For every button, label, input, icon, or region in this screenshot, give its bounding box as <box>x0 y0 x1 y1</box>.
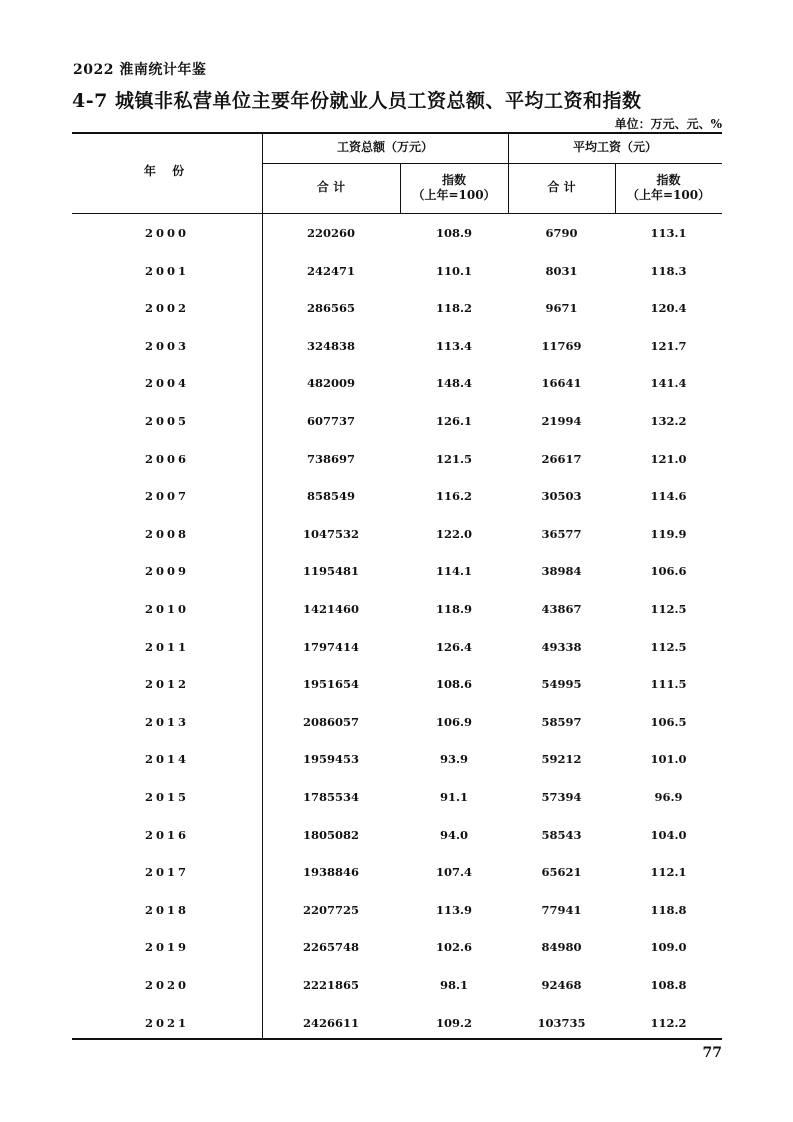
cell-avg-wage: 58543 <box>541 827 582 842</box>
cell-total-index: 113.4 <box>435 338 472 353</box>
cell-avg-index: 141.4 <box>650 376 687 391</box>
cell-total-wage: 1797414 <box>302 639 359 654</box>
cell-avg-wage: 36577 <box>541 526 582 541</box>
cell-total-wage: 607737 <box>306 414 355 428</box>
cell-total-wage: 324838 <box>306 338 355 353</box>
table-row <box>72 975 722 995</box>
cell-total-wage: 1938846 <box>302 865 359 880</box>
cell-year: 2006 <box>144 451 189 466</box>
table-row <box>72 749 722 769</box>
cell-avg-wage: 49338 <box>541 639 582 654</box>
cell-total-wage: 2207725 <box>302 902 359 917</box>
cell-total-index: 106.9 <box>435 714 472 729</box>
cell-avg-index: 121.7 <box>650 338 687 353</box>
cell-avg-index: 113.1 <box>650 226 687 240</box>
cell-avg-index: 120.4 <box>650 301 687 316</box>
cell-total-index: 148.4 <box>435 376 472 391</box>
header-avg-index <box>615 173 722 203</box>
cell-total-wage: 2426611 <box>302 1015 359 1030</box>
cell-year: 2005 <box>144 414 189 428</box>
table-row <box>72 261 722 281</box>
table-row <box>72 449 722 469</box>
cell-avg-wage: 38984 <box>541 564 582 579</box>
cell-avg-index: 108.8 <box>650 978 687 992</box>
cell-avg-index: 118.8 <box>650 902 687 917</box>
header-total-sum: 合 计 <box>316 180 346 194</box>
cell-year: 2002 <box>144 301 189 316</box>
table-row <box>72 599 722 619</box>
cell-avg-index: 111.5 <box>650 677 687 692</box>
table-row <box>72 900 722 920</box>
cell-avg-index: 118.3 <box>650 263 687 278</box>
top-rule <box>72 132 722 134</box>
header-year: 年 份 <box>143 164 191 178</box>
cell-total-wage: 482009 <box>306 376 355 391</box>
cell-year: 2010 <box>144 602 189 616</box>
cell-total-wage: 1195481 <box>302 564 359 579</box>
cell-total-wage: 1421460 <box>302 602 359 616</box>
cell-avg-wage: 59212 <box>541 752 582 767</box>
cell-total-index: 122.0 <box>435 526 472 541</box>
cell-total-wage: 2265748 <box>302 940 359 955</box>
cell-year: 2012 <box>144 677 189 692</box>
cell-total-wage: 1047532 <box>302 526 359 541</box>
cell-avg-wage: 92468 <box>541 978 582 992</box>
page-number: 77 <box>702 1045 722 1061</box>
bottom-rule <box>72 1038 722 1040</box>
cell-total-index: 113.9 <box>435 902 472 917</box>
table-row <box>72 561 722 581</box>
cell-year: 2007 <box>144 489 189 504</box>
cell-total-wage: 2221865 <box>302 978 359 992</box>
header-total-index <box>400 173 508 203</box>
table-row <box>72 524 722 544</box>
header-index-base: （上年=100） <box>412 188 496 202</box>
cell-avg-wage: 58597 <box>541 714 582 729</box>
cell-year: 2021 <box>144 1015 189 1030</box>
table-row <box>72 336 722 356</box>
header-avg-wage: 平均工资（元） <box>572 140 657 154</box>
table-row <box>72 674 722 694</box>
cell-avg-wage: 103735 <box>537 1015 586 1030</box>
header-index-base: （上年=100） <box>626 188 711 202</box>
cell-total-wage: 220260 <box>306 226 355 240</box>
cell-total-index: 93.9 <box>439 752 468 767</box>
cell-avg-index: 101.0 <box>650 752 687 767</box>
cell-avg-index: 114.6 <box>650 489 687 504</box>
cell-total-index: 98.1 <box>439 978 468 992</box>
cell-avg-wage: 11769 <box>541 338 582 353</box>
cell-total-index: 126.1 <box>435 414 472 428</box>
cell-total-wage: 1785534 <box>302 790 359 804</box>
cell-avg-index: 106.6 <box>650 564 687 579</box>
cell-avg-wage: 21994 <box>541 414 582 428</box>
cell-avg-index: 109.0 <box>650 940 687 955</box>
cell-year: 2003 <box>144 338 189 353</box>
cell-total-wage: 1959453 <box>302 752 359 767</box>
cell-year: 2004 <box>144 376 189 391</box>
cell-total-wage: 858549 <box>306 489 355 504</box>
cell-total-index: 108.9 <box>435 226 472 240</box>
table-row <box>72 937 722 957</box>
cell-avg-index: 96.9 <box>654 790 683 804</box>
cell-total-index: 109.2 <box>435 1015 472 1030</box>
header-total-wage: 工资总额（万元） <box>336 140 433 154</box>
cell-year: 2018 <box>144 902 189 917</box>
table-title: 4-7 城镇非私营单位主要年份就业人员工资总额、平均工资和指数 <box>72 90 642 112</box>
cell-avg-index: 132.2 <box>650 414 687 428</box>
cell-total-index: 121.5 <box>435 451 472 466</box>
cell-year: 2013 <box>144 714 189 729</box>
cell-total-wage: 1951654 <box>302 677 359 692</box>
cell-avg-wage: 57394 <box>541 790 582 804</box>
table-row <box>72 825 722 845</box>
cell-avg-index: 112.5 <box>650 639 687 654</box>
cell-avg-wage: 9671 <box>545 301 578 316</box>
cell-year: 2017 <box>144 865 189 880</box>
table-row <box>72 373 722 393</box>
cell-total-index: 91.1 <box>439 790 468 804</box>
cell-avg-index: 112.1 <box>650 865 687 880</box>
cell-avg-index: 121.0 <box>650 451 687 466</box>
table-row <box>72 298 722 318</box>
cell-total-index: 118.9 <box>435 602 472 616</box>
cell-year: 2009 <box>144 564 189 579</box>
header-index-label: 指数 <box>441 173 466 187</box>
table-row <box>72 223 722 243</box>
cell-year: 2020 <box>144 978 189 992</box>
cell-avg-index: 119.9 <box>650 526 687 541</box>
cell-year: 2016 <box>144 827 189 842</box>
cell-total-wage: 242471 <box>306 263 355 278</box>
header-avg-sum: 合 计 <box>547 180 576 194</box>
cell-total-index: 94.0 <box>439 827 468 842</box>
cell-year: 2015 <box>144 790 189 804</box>
cell-total-index: 118.2 <box>435 301 472 316</box>
cell-avg-wage: 6790 <box>545 226 578 240</box>
cell-total-wage: 2086057 <box>302 714 359 729</box>
cell-year: 2008 <box>144 526 189 541</box>
cell-total-index: 107.4 <box>435 865 472 880</box>
cell-avg-wage: 30503 <box>541 489 582 504</box>
table-row <box>72 1013 722 1033</box>
table-row <box>72 712 722 732</box>
header-index-label: 指数 <box>656 173 681 187</box>
cell-avg-wage: 77941 <box>541 902 582 917</box>
cell-total-wage: 1805082 <box>302 827 359 842</box>
header-bottom-rule <box>72 213 722 214</box>
cell-avg-wage: 8031 <box>545 263 578 278</box>
cell-total-wage: 738697 <box>306 451 355 466</box>
cell-avg-index: 106.5 <box>650 714 687 729</box>
unit-note: 单位：万元、元、% <box>614 117 722 131</box>
cell-year: 2019 <box>144 940 189 955</box>
cell-avg-index: 112.2 <box>650 1015 687 1030</box>
cell-year: 2011 <box>144 639 189 654</box>
header-mid-rule <box>262 163 722 164</box>
cell-year: 2014 <box>144 752 189 767</box>
cell-year: 2000 <box>144 226 189 240</box>
cell-total-wage: 286565 <box>306 301 355 316</box>
table-row <box>72 637 722 657</box>
cell-total-index: 102.6 <box>435 940 472 955</box>
cell-avg-wage: 65621 <box>541 865 582 880</box>
cell-total-index: 126.4 <box>435 639 472 654</box>
table-row <box>72 411 722 431</box>
cell-avg-index: 112.5 <box>650 602 687 616</box>
running-head: 2022 淮南统计年鉴 <box>73 62 207 78</box>
cell-avg-index: 104.0 <box>650 827 687 842</box>
cell-avg-wage: 26617 <box>541 451 582 466</box>
cell-year: 2001 <box>144 263 189 278</box>
cell-avg-wage: 16641 <box>541 376 582 391</box>
cell-total-index: 116.2 <box>435 489 472 504</box>
cell-total-index: 114.1 <box>435 564 472 579</box>
table-row <box>72 862 722 882</box>
cell-avg-wage: 43867 <box>541 602 582 616</box>
cell-total-index: 108.6 <box>435 677 472 692</box>
cell-total-index: 110.1 <box>435 263 472 278</box>
table-row <box>72 486 722 506</box>
cell-avg-wage: 54995 <box>541 677 582 692</box>
table-row <box>72 787 722 807</box>
cell-avg-wage: 84980 <box>541 940 582 955</box>
